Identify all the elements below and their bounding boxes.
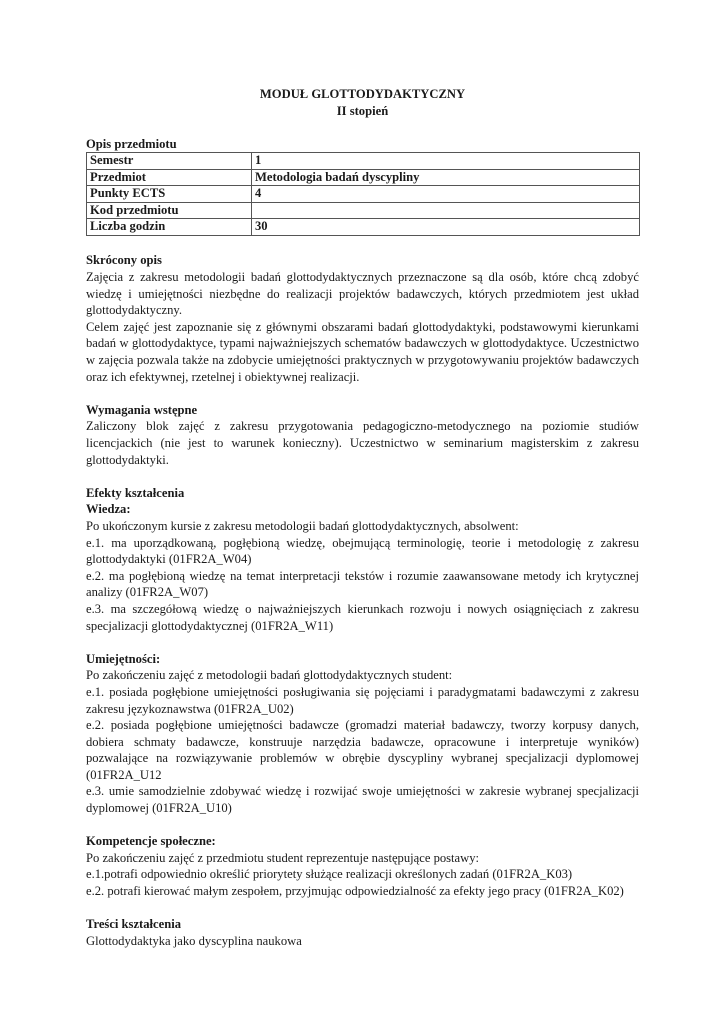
- wiedza-item: e.1. ma uporządkowaną, pogłębioną wiedzę, obejmującą terminologię, teorie i metodologię z zakresu glottodydaktyki (01FR2A_W04): [86, 535, 639, 567]
- row-value: [252, 202, 640, 219]
- table-row: [87, 219, 640, 236]
- wymagania-text: Zaliczony blok zajęć z zakresu przygotowania pedagogiczno-metodycznego na poziomie studiów licencjackich (nie jest to warunek konieczny). Uczestnictwo w seminarium magisterskim z zakresu glottodydaktyki.: [86, 419, 639, 467]
- kompetencje-intro: Po zakończeniu zajęć z przedmiotu student reprezentuje następujące postawy:: [86, 850, 480, 865]
- document-title: MODUŁ GLOTTODYDAKTYCZNY: [259, 87, 466, 101]
- skrocony-paragraph-1: Zajęcia z zakresu metodologii badań glottodydaktycznych przeznaczone są dla osób, które chcą zdobyć wiedzę i umiejętności niezbędne do realizacji projektów badawczych, których przedmiotem jest układ glottodydaktyczny.: [86, 270, 639, 318]
- row-label: Przedmiot: [87, 169, 252, 186]
- wiedza-heading: Wiedza:: [86, 502, 131, 517]
- document-subtitle: II stopień: [336, 103, 389, 118]
- opis-table: [86, 152, 640, 236]
- tresci-heading: Treści kształcenia: [86, 917, 182, 932]
- wiedza-item: e.3. ma szczegółową wiedzę o najważniejszych kierunkach rozwoju i nowych osiągnięciach z zakresu specjalizacji glottodydaktycznej (01FR2A_W11): [86, 601, 639, 633]
- kompetencje-item: e.2. potrafi kierować małym zespołem, przyjmując odpowiedzialność za efekty jego pracy (01FR2A_K02): [86, 884, 624, 899]
- document-page: [86, 86, 639, 949]
- umiejetnosci-item: e.1. posiada pogłębione umiejętności posługiwania się pojęciami i paradygmatami badawczymi z zakresu zakresu językoznawstwa (01FR2A_U02): [86, 684, 639, 716]
- umiejetnosci-item: e.2. posiada pogłębione umiejętności badawcze (gromadzi materiał badawczy, tworzy korpusy danych, dobiera schmaty badawcze, konstruuje narzędzia badawcze, opracowune i interpretuje wyników) pozwalające na rozwiązywanie problemów w obrębie dyscypliny wybranej specjalizacji dyplomowej (01FR2A_U12: [86, 718, 639, 782]
- table-row: [87, 186, 640, 203]
- kompetencje-heading: Kompetencje społeczne:: [86, 834, 216, 849]
- row-label: Liczba godzin: [87, 219, 252, 236]
- kompetencje-item: e.1.potrafi odpowiednio określić priorytety służące realizacji określonych zadań (01FR2A_K03): [86, 867, 573, 882]
- skrocony-paragraph-2: Celem zajęć jest zapoznanie się z głównymi obszarami badań glottodydaktyki, podstawowymi kierunkami badań w glottodydaktyce, typami najważniejszych schematów badawczych w glottodydaktyce. Uczestnictwo w zajęcia pozwala także na zdobycie umiejętności praktycznych w przygotowywaniu projektów badawczych oraz ich efektywnej, rzetelnej i obiektywnej realizacji.: [86, 319, 639, 384]
- umiejetnosci-heading: Umiejętności:: [86, 651, 161, 666]
- opis-heading: Opis przedmiotu: [86, 136, 177, 151]
- umiejetnosci-intro: Po zakończeniu zajęć z metodologii badań glottodydaktycznych student:: [86, 668, 453, 683]
- umiejetnosci-item: e.3. umie samodzielnie zdobywać wiedzę i rozwijać swoje umiejętności w zakresie wybranej specjalizacji dyplomowej (01FR2A_U10): [86, 784, 639, 816]
- row-label: Kod przedmiotu: [87, 202, 252, 219]
- efekty-heading: Efekty kształcenia: [86, 485, 185, 500]
- wiedza-item: e.2. ma pogłębioną wiedzę na temat interpretacji tekstów i rozumie zaawansowane metody ich krytycznej analizy (01FR2A_W07): [86, 568, 639, 600]
- row-label: Punkty ECTS: [87, 186, 252, 203]
- wymagania-heading: Wymagania wstępne: [86, 402, 198, 417]
- row-value: 4: [252, 186, 640, 203]
- table-row: [87, 202, 640, 219]
- wiedza-intro: Po ukończonym kursie z zakresu metodologii badań glottodydaktycznych, absolwent:: [86, 518, 519, 533]
- table-row: [87, 153, 640, 170]
- row-value: 30: [252, 219, 640, 236]
- tresci-text: Glottodydaktyka jako dyscyplina naukowa: [86, 933, 302, 948]
- table-row: [87, 169, 640, 186]
- skrocony-heading: Skrócony opis: [86, 253, 162, 268]
- row-label: Semestr: [87, 153, 252, 170]
- row-value: 1: [252, 153, 640, 170]
- row-value: Metodologia badań dyscypliny: [252, 169, 640, 186]
